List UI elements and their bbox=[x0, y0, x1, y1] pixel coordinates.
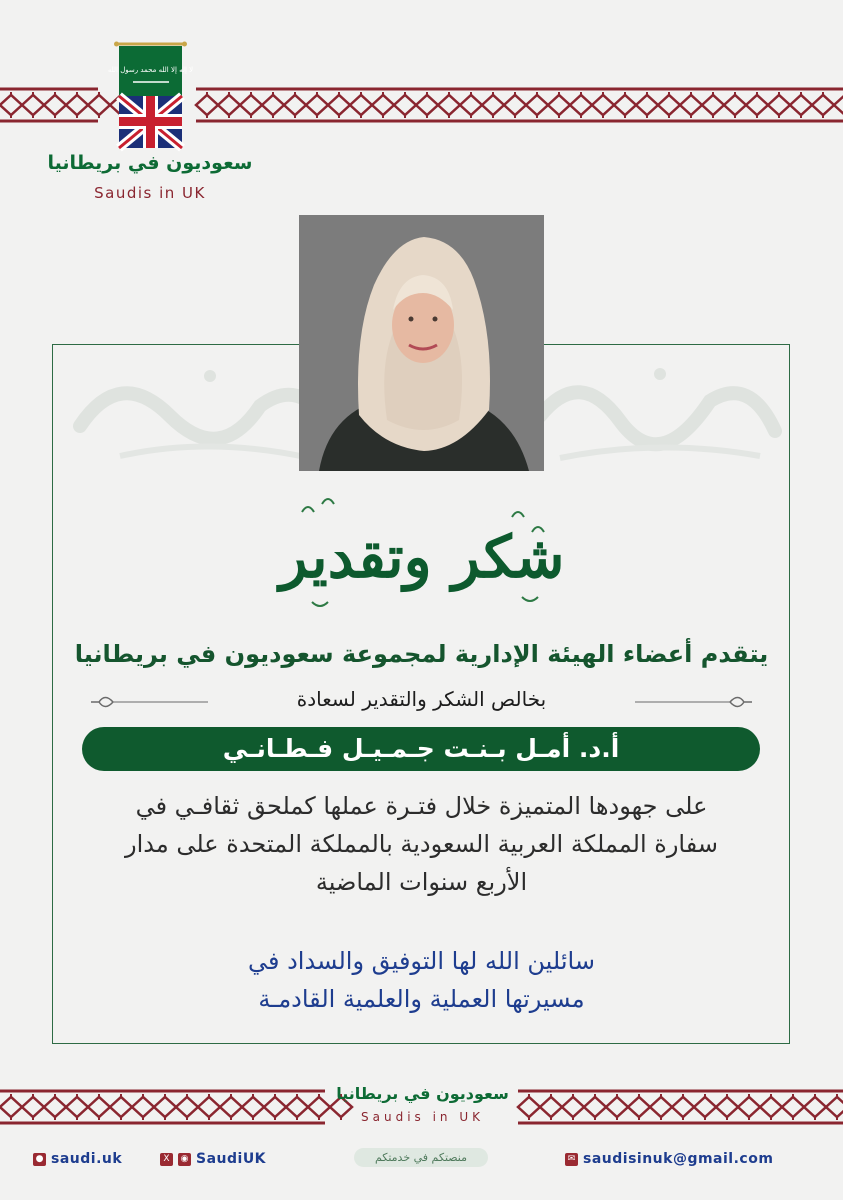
flag-banner-logo bbox=[107, 42, 194, 150]
footer-tagline: منصتكم في خدمتكم bbox=[354, 1148, 488, 1167]
top-left-pattern-band bbox=[0, 86, 98, 124]
thanks-calligraphy-title bbox=[279, 492, 565, 617]
snapchat-icon: ● bbox=[33, 1153, 46, 1166]
snapchat-handle[interactable]: saudi.uk bbox=[51, 1151, 123, 1167]
logo-name-english: Saudis in UK bbox=[94, 184, 206, 202]
left-ornament bbox=[88, 692, 208, 712]
body-text bbox=[70, 787, 773, 901]
email-contact[interactable] bbox=[565, 1150, 773, 1168]
closing-line-1: سائلين الله لها التوفيق والسداد في bbox=[248, 947, 595, 975]
body-line-2: سفارة المملكة العربية السعودية بالمملكة المتحدة على مدار bbox=[125, 830, 718, 858]
intro-line: يتقدم أعضاء الهيئة الإدارية لمجموعة سعوديون في بريطانيا bbox=[74, 640, 769, 668]
footer-logo-arabic: سعوديون في بريطانيا bbox=[336, 1084, 509, 1103]
footer-logo-english: Saudis in UK bbox=[361, 1110, 484, 1124]
flag-shahada-text: لا إله إلا الله محمد رسول الله bbox=[107, 66, 194, 74]
snapchat-contact[interactable] bbox=[33, 1150, 122, 1168]
closing-line-2: مسيرتها العملية والعلمية القادمـة bbox=[258, 985, 585, 1013]
social-handle[interactable]: SaudiUK bbox=[196, 1151, 267, 1167]
bottom-left-pattern-band bbox=[0, 1088, 325, 1126]
x-icon: X bbox=[160, 1153, 173, 1166]
email-address[interactable]: saudisinuk@gmail.com bbox=[583, 1151, 774, 1167]
top-right-pattern-band bbox=[196, 86, 843, 124]
subtitle-line: بخالص الشكر والتقدير لسعادة bbox=[296, 687, 547, 711]
body-line-3: الأربع سنوات الماضية bbox=[315, 868, 528, 896]
bottom-right-pattern-band bbox=[518, 1088, 843, 1126]
honoree-portrait bbox=[299, 215, 544, 471]
closing-text bbox=[70, 942, 773, 1018]
title-art-text: شكر وتقدير bbox=[279, 523, 565, 591]
body-line-1: على جهودها المتميزة خلال فتـرة عملها كملحق ثقافـي في bbox=[135, 792, 708, 820]
social-contact[interactable] bbox=[160, 1150, 266, 1168]
honoree-name-pill: أ.د. أمـل بـنـت جـمـيـل فـطـانـي bbox=[82, 727, 760, 771]
email-icon: ✉ bbox=[565, 1153, 578, 1166]
instagram-icon: ◉ bbox=[178, 1153, 191, 1166]
logo-name-arabic: سعوديون في بريطانيا bbox=[47, 152, 253, 174]
